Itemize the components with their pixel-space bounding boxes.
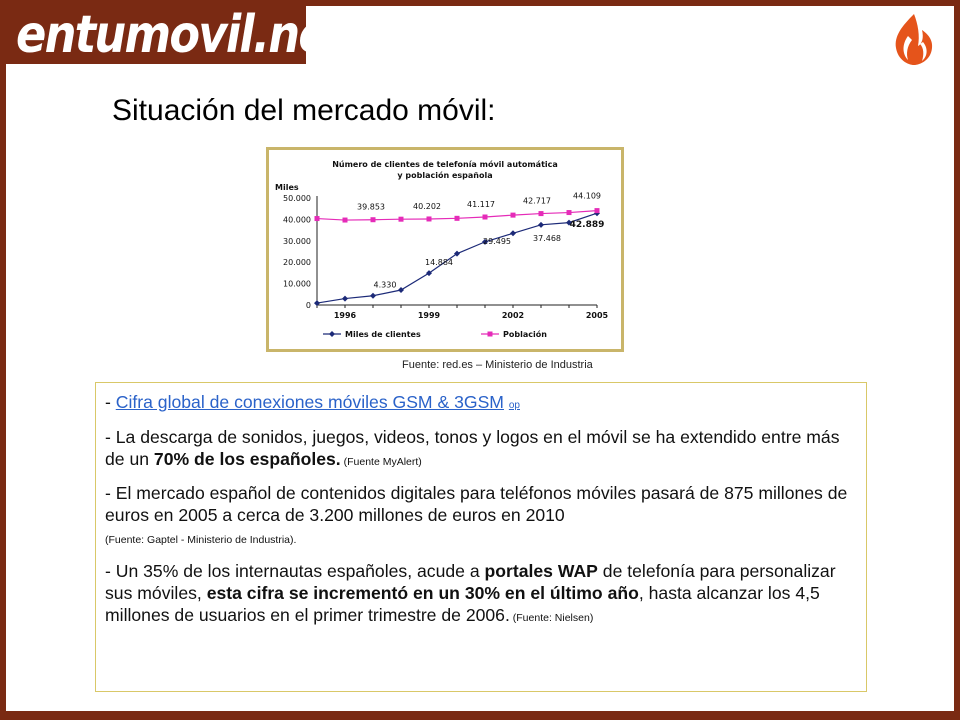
legend-label: Miles de clientes	[345, 330, 421, 339]
y-tick-label: 40.000	[283, 215, 311, 225]
series-point-1	[399, 217, 404, 222]
series-point-0	[538, 222, 544, 228]
legend-marker-0	[329, 331, 335, 337]
data-label: 41.117	[467, 200, 495, 210]
page-title: Situación del mercado móvil:	[112, 94, 496, 127]
chart-title: Número de clientes de telefonía móvil automática	[332, 160, 558, 169]
x-tick-label: 1999	[417, 311, 441, 320]
data-label: 40.202	[413, 201, 441, 211]
logo-banner[interactable]	[6, 6, 359, 65]
chart-frame	[266, 147, 624, 352]
x-tick-label: 2005	[585, 311, 609, 320]
x-tick-label: 2002	[501, 311, 525, 320]
series-point-1	[455, 216, 460, 221]
data-label: 29.495	[483, 236, 511, 246]
series-point-1	[483, 215, 488, 220]
y-tick-label: 20.000	[283, 258, 311, 268]
series-point-1	[427, 216, 432, 221]
y-tick-label: 0	[305, 301, 311, 310]
series-point-0	[398, 287, 404, 293]
data-label: 37.468	[533, 233, 561, 243]
y-axis-label: Miles	[275, 183, 299, 192]
series-point-0	[510, 230, 516, 236]
registered-mark: ®	[346, 29, 359, 45]
data-label: 42.889	[569, 220, 605, 231]
chart-source: Fuente: red.es – Ministerio de Industria	[402, 359, 593, 371]
series-point-0	[342, 296, 348, 302]
item-gsm-link: - Cifra global de conexiones móviles GSM & 3GSM op	[105, 392, 520, 412]
data-label: 44.109	[573, 191, 601, 201]
legend-label: Población	[503, 330, 547, 339]
data-label: 42.717	[523, 196, 551, 206]
data-label: 39.853	[357, 202, 385, 212]
series-point-1	[595, 208, 600, 213]
item-digital-market: - El mercado español de contenidos digitales para teléfonos móviles pasará de 875 millones de euros en 2005 a cerca de 3.200 millones de euros en 2010 (Fuente: Gaptel - Ministerio de Industria).	[105, 483, 848, 546]
subscribers-chart	[269, 150, 621, 349]
content-box	[95, 382, 867, 692]
series-point-1	[539, 211, 544, 216]
legend-marker-1	[488, 332, 493, 337]
data-label: 4.330	[373, 280, 397, 290]
op-link[interactable]: op	[508, 400, 520, 411]
series-point-1	[511, 213, 516, 218]
slide	[6, 6, 954, 711]
item-wap-portals: - Un 35% de los internautas españoles, acude a portales WAP de telefonía para personalizar sus móviles, esta cifra se incrementó en un 30% en el último año, hasta alcanzar los 4,5 millones de usuarios en el primer trimestre de 2006. (Fuente: Nielsen)	[105, 561, 836, 625]
flame-icon	[888, 12, 940, 66]
series-point-1	[371, 217, 376, 222]
site-logo[interactable]: entumovil.net®	[16, 6, 359, 65]
x-tick-label: 1996	[333, 311, 357, 320]
item-downloads: - La descarga de sonidos, juegos, videos, tonos y logos en el móvil se ha extendido entre más de un 70% de los españoles. (Fuente MyAlert)	[105, 427, 840, 469]
series-point-1	[567, 210, 572, 215]
series-point-0	[370, 293, 376, 299]
data-label: 14.884	[425, 258, 453, 268]
y-tick-label: 10.000	[283, 279, 311, 289]
y-tick-label: 30.000	[283, 236, 311, 246]
y-tick-label: 50.000	[283, 194, 311, 203]
series-point-1	[315, 216, 320, 221]
series-line-0	[317, 213, 597, 303]
chart-subtitle: y población española	[397, 171, 493, 180]
series-point-1	[343, 218, 348, 223]
gsm-connections-link[interactable]: Cifra global de conexiones móviles GSM & 3GSM	[115, 392, 504, 412]
